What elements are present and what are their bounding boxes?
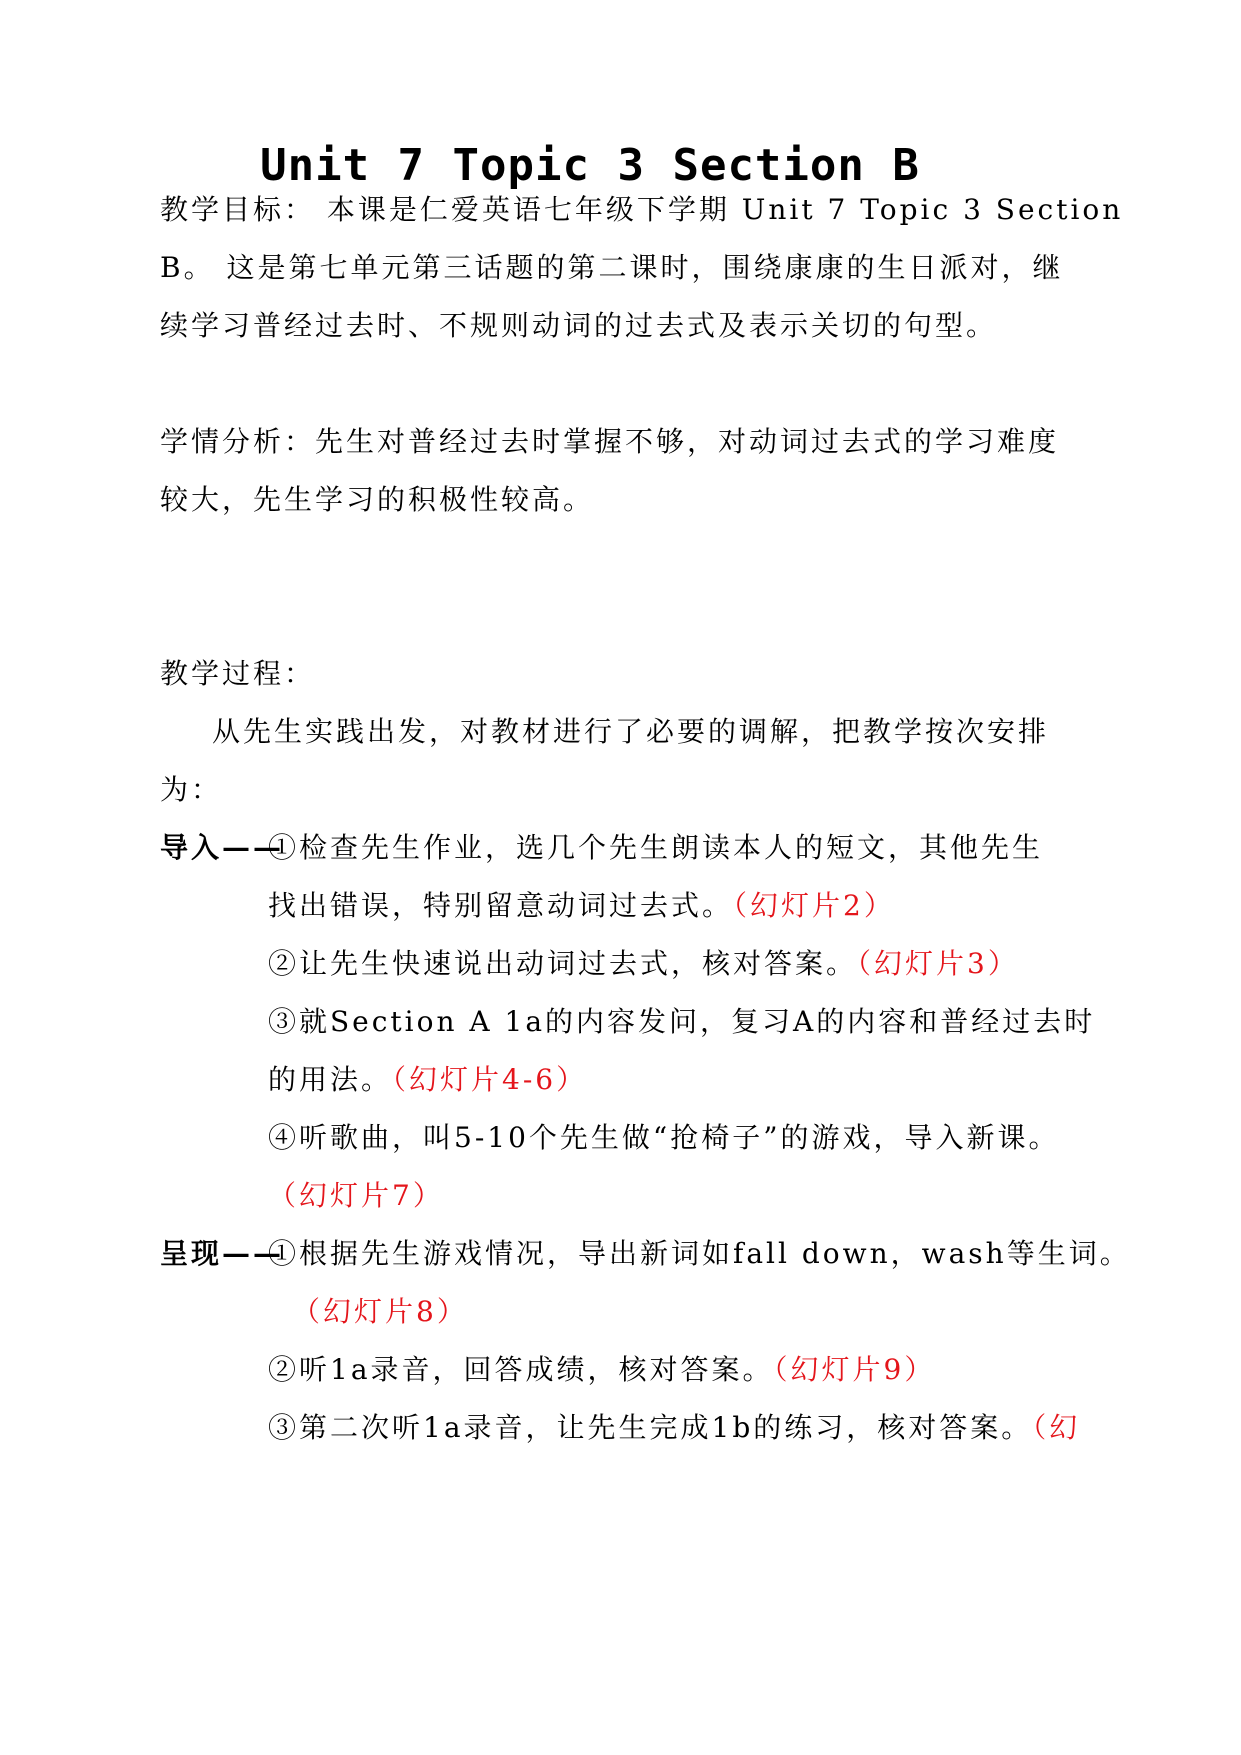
lead-in-step-2: ②让先生快速说出动词过去式，核对答案。（幻灯片3） [268, 947, 1019, 980]
process-intro-line-2: 为： [160, 773, 223, 806]
document-title: Unit 7 Topic 3 Section B [260, 140, 920, 191]
slide-ref: （幻灯片9） [773, 1353, 936, 1386]
lead-in-step-1a: ①检查先生作业，选几个先生朗读本人的短文，其他先生 [268, 831, 1044, 864]
objectives-line-2: B。 这是第七单元第三话题的第二课时，围绕康康的生日派对，继 [160, 251, 1064, 284]
lead-in-step-3a: ③就Section A 1a的内容发问，复习A的内容和普经过去时 [268, 1005, 1096, 1038]
analysis-line-2: 较大，先生学习的积极性较高。 [160, 483, 595, 516]
slide-ref: （幻灯片3） [857, 947, 1019, 980]
presentation-step-1: ①根据先生游戏情况，导出新词如fall down，wash等生词。 [268, 1237, 1131, 1270]
slide-ref: （幻 [1032, 1411, 1081, 1444]
slide-ref: （幻灯片4-6） [392, 1063, 588, 1096]
presentation-step-1-note: （幻灯片8） [292, 1295, 468, 1328]
presentation-step-2: ②听1a录音，回答成绩，核对答案。（幻灯片9） [268, 1353, 936, 1386]
lead-in-step-1b: 找出错误，特别留意动词过去式。（幻灯片2） [268, 889, 895, 922]
lead-in-step-4: ④听歌曲，叫5-10个先生做“抢椅子”的游戏，导入新课。 [268, 1121, 1060, 1154]
lead-in-step-4-note: （幻灯片7） [268, 1179, 444, 1212]
process-heading: 教学过程： [160, 657, 316, 690]
process-intro-line-1: 从先生实践出发，对教材进行了必要的调解，把教学按次安排 [212, 715, 1050, 748]
slide-ref: （幻灯片2） [733, 889, 895, 922]
analysis-line-1: 学情分析：先生对普经过去时掌握不够，对动词过去式的学习难度 [160, 425, 1060, 458]
objectives-line-1: 教学目标： 本课是仁爱英语七年级下学期 Unit 7 Topic 3 Section [160, 193, 1124, 226]
lead-in-label: 导入—— [160, 831, 285, 864]
lead-in-step-3b: 的用法。（幻灯片4-6） [268, 1063, 588, 1096]
objectives-line-3: 续学习普经过去时、不规则动词的过去式及表示关切的句型。 [160, 309, 998, 342]
presentation-label: 呈现—— [160, 1237, 285, 1270]
presentation-step-3: ③第二次听1a录音，让先生完成1b的练习，核对答案。（幻 [268, 1411, 1081, 1444]
